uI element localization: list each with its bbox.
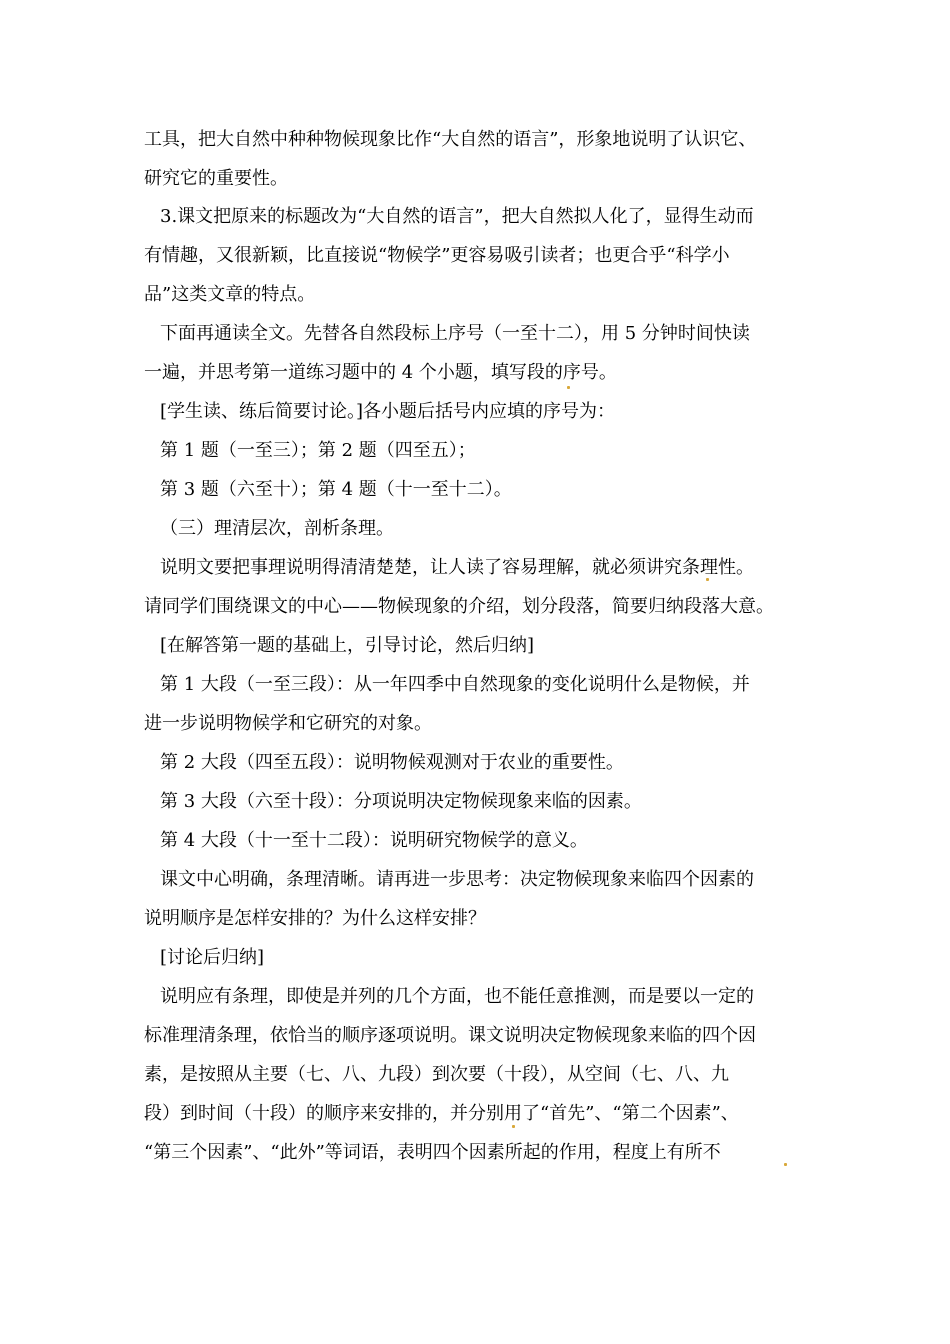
scan-mark [512,1125,515,1128]
text-line-18: 第 3 大段（六至十段）：分项说明决定物候现象来临的因素。 [160,791,642,812]
text-line-23: 说明应有条理，即使是并列的几个方面，也不能任意推测，而是要以一定的 [160,986,754,1007]
text-line-7: 一遍，并思考第一道练习题中的 4 个小题，填写段的序号。 [144,362,617,383]
text-line-22: [讨论后归纳] [160,947,265,968]
text-line-13: 请同学们围绕课文的中心——物候现象的介绍，划分段落，简要归纳段落大意。 [144,596,774,617]
text-line-4: 有情趣，又很新颖，比直接说“物候学”更容易吸引读者；也更合乎“科学小 [144,245,730,266]
text-line-1: 工具，把大自然中种种物候现象比作“大自然的语言”，形象地说明了认识它、 [144,129,757,150]
text-line-10: 第 3 题（六至十）；第 4 题（十一至十二）。 [160,479,512,500]
text-line-3: 3.课文把原来的标题改为“大自然的语言”，把大自然拟人化了，显得生动而 [160,206,754,227]
text-line-27: “第三个因素”、“此外”等词语，表明四个因素所起的作用，程度上有所不 [144,1142,721,1163]
text-line-6: 下面再通读全文。先替各自然段标上序号（一至十二），用 5 分钟时间快读 [160,323,750,344]
scan-mark [706,578,709,581]
text-line-11: （三）理清层次，剖析条理。 [160,518,394,539]
text-line-12: 说明文要把事理说明得清清楚楚，让人读了容易理解，就必须讲究条理性。 [160,557,754,578]
text-line-5: 品”这类文章的特点。 [144,284,316,305]
text-line-24: 标准理清条理，依恰当的顺序逐项说明。课文说明决定物候现象来临的四个因 [144,1025,756,1046]
text-line-14: [在解答第一题的基础上，引导讨论，然后归纳] [160,635,535,656]
text-line-15: 第 1 大段（一至三段）：从一年四季中自然现象的变化说明什么是物候，并 [160,674,750,695]
text-line-17: 第 2 大段（四至五段）：说明物候观测对于农业的重要性。 [160,752,624,773]
text-line-26: 段）到时间（十段）的顺序来安排的，并分别用了“首先”、“第二个因素”、 [144,1103,739,1124]
text-line-25: 素，是按照从主要（七、八、九段）到次要（十段），从空间（七、八、九 [144,1064,729,1085]
text-line-16: 进一步说明物候学和它研究的对象。 [144,713,432,734]
text-line-19: 第 4 大段（十一至十二段）：说明研究物候学的意义。 [160,830,588,851]
text-line-21: 说明顺序是怎样安排的？为什么这样安排？ [144,908,486,929]
text-line-8: [学生读、练后简要讨论。]各小题后括号内应填的序号为： [160,401,616,422]
text-line-2: 研究它的重要性。 [144,168,288,189]
text-line-20: 课文中心明确，条理清晰。请再进一步思考：决定物候现象来临四个因素的 [160,869,754,890]
text-line-9: 第 1 题（一至三）；第 2 题（四至五）； [160,440,476,461]
scan-mark [567,386,570,389]
scan-mark [784,1163,787,1166]
